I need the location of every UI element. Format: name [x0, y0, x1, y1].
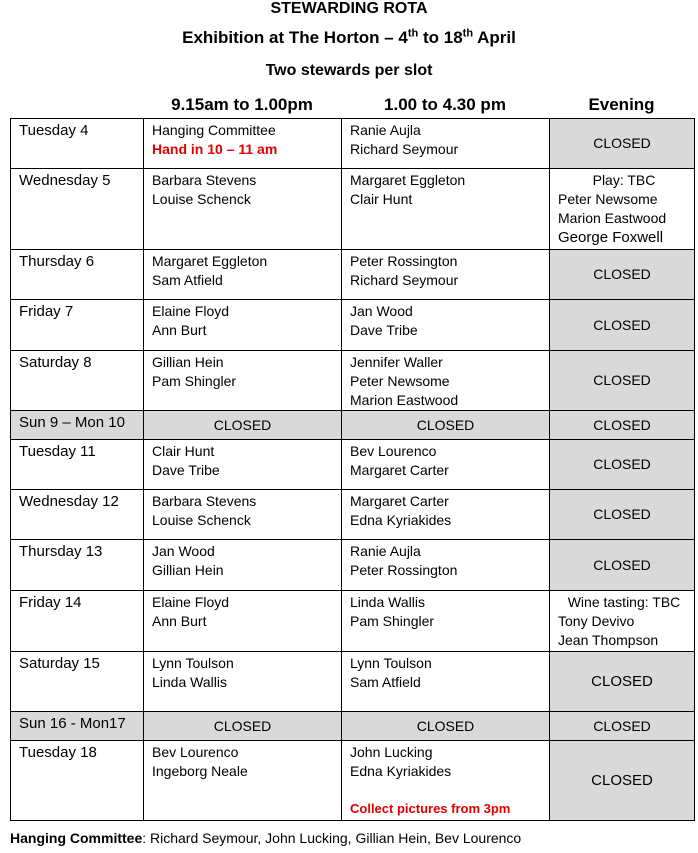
- hand-in-note: Hand in 10 – 11 am: [152, 141, 278, 157]
- morning-cell: [144, 440, 342, 490]
- afternoon-closed-cell: CLOSED: [342, 712, 550, 741]
- afternoon-cell: [342, 440, 550, 490]
- evening-event: Play: TBC: [592, 172, 656, 188]
- day-cell: Tuesday 18: [11, 741, 144, 821]
- steward-name: George Foxwell: [558, 229, 664, 246]
- steward-name: Ranie Aujla: [350, 122, 421, 138]
- day-cell: Wednesday 5: [11, 169, 144, 250]
- afternoon-cell: [342, 490, 550, 540]
- table-row: [11, 169, 695, 250]
- evening-closed-cell: CLOSED: [550, 540, 695, 591]
- day-cell: Tuesday 11: [11, 440, 144, 490]
- steward-name: Margaret Eggleton: [350, 172, 466, 188]
- steward-name: Peter Rossington: [350, 253, 458, 269]
- steward-name: Lynn Toulson: [152, 655, 234, 671]
- steward-name: Bev Lourenco: [152, 744, 239, 760]
- steward-name: Peter Rossington: [350, 562, 458, 578]
- morning-closed-cell: CLOSED: [144, 411, 342, 440]
- evening-closed-cell: CLOSED: [550, 351, 695, 411]
- footer-label: Hanging Committee: [10, 830, 143, 846]
- steward-name: Clair Hunt: [152, 443, 215, 459]
- steward-name: Louise Schenck: [152, 191, 251, 207]
- steward-name: Ann Burt: [152, 322, 207, 338]
- steward-name: Linda Wallis: [152, 674, 227, 690]
- evening-closed-cell: CLOSED: [550, 250, 695, 300]
- day-cell: Wednesday 12: [11, 490, 144, 540]
- morning-cell: [144, 652, 342, 712]
- morning-cell: [144, 351, 342, 411]
- steward-name: Tony Devivo: [558, 613, 635, 629]
- day-cell: Sun 9 – Mon 10: [11, 411, 144, 440]
- steward-name: Marion Eastwood: [350, 392, 459, 408]
- morning-cell: [144, 741, 342, 821]
- steward-name: Louise Schenck: [152, 512, 251, 528]
- steward-name: Elaine Floyd: [152, 303, 230, 319]
- stewards-note: Two stewards per slot: [265, 62, 433, 79]
- steward-name: Ann Burt: [152, 613, 207, 629]
- table-row: [11, 540, 695, 591]
- day-cell: Saturday 8: [11, 351, 144, 411]
- table-row: [11, 490, 695, 540]
- steward-name: John Lucking: [350, 744, 433, 760]
- afternoon-cell: [342, 652, 550, 712]
- morning-cell: [144, 591, 342, 652]
- afternoon-cell: [342, 169, 550, 250]
- steward-name: Richard Seymour: [350, 141, 459, 157]
- evening-closed-cell: CLOSED: [550, 440, 695, 490]
- steward-name: Dave Tribe: [350, 322, 418, 338]
- evening-closed-cell: CLOSED: [550, 411, 695, 440]
- steward-name: Elaine Floyd: [152, 594, 230, 610]
- column-header-afternoon: 1.00 to 4.30 pm: [384, 95, 506, 114]
- table-row: [11, 652, 695, 712]
- steward-name: Ranie Aujla: [350, 543, 421, 559]
- afternoon-cell: [342, 250, 550, 300]
- column-header-morning: 9.15am to 1.00pm: [171, 95, 313, 114]
- column-header-evening: Evening: [588, 95, 655, 114]
- steward-name: Richard Seymour: [350, 272, 459, 288]
- day-cell: Thursday 13: [11, 540, 144, 591]
- table-row: [11, 300, 695, 351]
- steward-name: Barbara Stevens: [152, 172, 257, 188]
- afternoon-cell: [342, 741, 550, 821]
- afternoon-cell: [342, 119, 550, 169]
- evening-event: Wine tasting: TBC: [567, 594, 681, 610]
- steward-name: Sam Atfield: [350, 674, 421, 690]
- table-row: [11, 741, 695, 821]
- steward-name: Sam Atfield: [152, 272, 223, 288]
- morning-cell: [144, 250, 342, 300]
- table-row: [11, 351, 695, 411]
- page-title: STEWARDING ROTA: [270, 0, 428, 17]
- steward-name: Jan Wood: [152, 543, 215, 559]
- day-cell: Saturday 15: [11, 652, 144, 712]
- steward-name: Pam Shingler: [350, 613, 435, 629]
- collect-pictures-note: Collect pictures from 3pm: [350, 801, 511, 816]
- steward-name: Dave Tribe: [152, 462, 220, 478]
- day-cell: Tuesday 4: [11, 119, 144, 169]
- steward-name: Gillian Hein: [152, 562, 224, 578]
- day-cell: Thursday 6: [11, 250, 144, 300]
- steward-name: Gillian Hein: [152, 354, 224, 370]
- steward-name: Pam Shingler: [152, 373, 237, 389]
- day-cell: Sun 16 - Mon17: [11, 712, 144, 741]
- evening-closed-cell: CLOSED: [550, 119, 695, 169]
- steward-name: Peter Newsome: [558, 191, 658, 207]
- evening-closed-cell: CLOSED: [550, 490, 695, 540]
- evening-cell: [550, 591, 695, 652]
- steward-name: Jean Thompson: [558, 632, 659, 648]
- morning-cell: [144, 540, 342, 591]
- morning-cell: [144, 490, 342, 540]
- steward-name: Barbara Stevens: [152, 493, 257, 509]
- table-row: [11, 119, 695, 169]
- steward-name: Jennifer Waller: [350, 354, 443, 370]
- footer-members: : Richard Seymour, John Lucking, Gillian Hein, Bev Lourenco: [142, 830, 522, 846]
- steward-name: Margaret Carter: [350, 462, 449, 478]
- exhibition-subtitle: Exhibition at The Horton – 4th to 18th April: [182, 27, 516, 47]
- table-row: [11, 591, 695, 652]
- hanging-committee-footer: [10, 830, 521, 846]
- steward-name: Jan Wood: [350, 303, 413, 319]
- table-row: [11, 440, 695, 490]
- steward-name: Lynn Toulson: [350, 655, 432, 671]
- table-row: [11, 712, 695, 741]
- steward-name: Hanging Committee: [152, 122, 276, 138]
- steward-name: Clair Hunt: [350, 191, 413, 207]
- steward-name: Margaret Eggleton: [152, 253, 268, 269]
- evening-closed-cell: CLOSED: [550, 712, 695, 741]
- morning-cell: [144, 119, 342, 169]
- afternoon-cell: [342, 540, 550, 591]
- morning-cell: [144, 300, 342, 351]
- evening-closed-cell: CLOSED: [550, 741, 695, 821]
- evening-cell: [550, 169, 695, 250]
- evening-closed-cell: CLOSED: [550, 300, 695, 351]
- afternoon-cell: [342, 300, 550, 351]
- day-cell: Friday 7: [11, 300, 144, 351]
- evening-closed-cell: CLOSED: [550, 652, 695, 712]
- rota-table: [10, 118, 695, 821]
- steward-name: Margaret Carter: [350, 493, 449, 509]
- afternoon-cell: [342, 591, 550, 652]
- table-row: [11, 411, 695, 440]
- afternoon-cell: [342, 351, 550, 411]
- steward-name: Edna Kyriakides: [350, 512, 452, 528]
- steward-name: Ingeborg Neale: [152, 763, 248, 779]
- afternoon-closed-cell: CLOSED: [342, 411, 550, 440]
- steward-name: Edna Kyriakides: [350, 763, 452, 779]
- morning-cell: [144, 169, 342, 250]
- table-row: [11, 250, 695, 300]
- steward-name: Bev Lourenco: [350, 443, 437, 459]
- day-cell: Friday 14: [11, 591, 144, 652]
- steward-name: Marion Eastwood: [558, 210, 667, 226]
- morning-closed-cell: CLOSED: [144, 712, 342, 741]
- steward-name: Peter Newsome: [350, 373, 450, 389]
- steward-name: Linda Wallis: [350, 594, 425, 610]
